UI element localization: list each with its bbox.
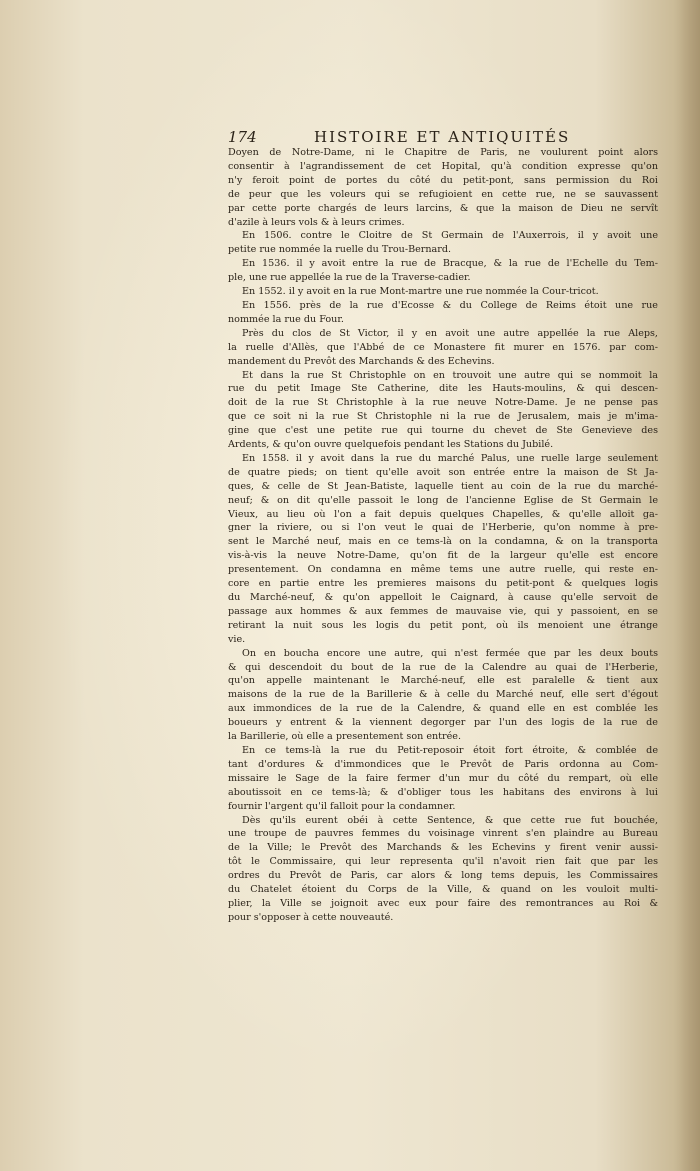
text-line: pour s'opposer à cette nouveauté. xyxy=(228,911,394,923)
text-line: rue du petit Image Ste Catherine, dite les Hauts-moulins, & qui descen- xyxy=(228,383,658,395)
text-line: En 1506. contre le Cloitre de St Germain de l'Auxerrois, il y avoit une xyxy=(242,230,658,242)
text-line: Vieux, au lieu où l'on a fait depuis quelques Chapelles, & qu'elle alloit ga- xyxy=(228,508,658,520)
text-line: presentement. On condamna en même tems une autre ruelle, qui reste en- xyxy=(228,564,658,576)
running-title: HISTOIRE ET ANTIQUITÉS xyxy=(314,128,571,146)
text-line: Près du clos de St Victor, il y en avoit une autre appellée la rue Aleps, xyxy=(242,327,658,339)
text-line: sent le Marché neuf, mais en ce tems-là on la condamna, & on la transporta xyxy=(228,536,658,548)
text-line: En 1552. il y avoit en la rue Mont-martre une rue nommée la Cour-tricot. xyxy=(242,286,599,298)
text-line: Et dans la rue St Christophle on en trouvoit une autre qui se nommoit la xyxy=(242,369,658,381)
text-line: mandement du Prevôt des Marchands & des Echevins. xyxy=(228,355,495,367)
text-line: passage aux hommes & aux femmes de mauvaise vie, qui y passoient, en se xyxy=(228,605,658,617)
text-line: maisons de la rue de la Barillerie & à celle du Marché neuf, elle sert d'égout xyxy=(228,689,658,701)
text-line: Dès qu'ils eurent obéi à cette Sentence, & que cette rue fut bouchée, xyxy=(242,814,658,826)
text-line: tant d'ordures & d'immondices que le Prevôt de Paris ordonna au Com- xyxy=(228,758,658,770)
text-line: & qui descendoit du bout de la rue de la Calendre au quai de l'Herberie, xyxy=(228,661,658,673)
text-line: On en boucha encore une autre, qui n'est fermée que par les deux bouts xyxy=(242,647,658,659)
text-line: boueurs y entrent & la viennent degorger par l'un des logis de la rue de xyxy=(228,717,658,729)
text-line: consentir à l'agrandissement de cet Hopital, qu'à condition expresse qu'on xyxy=(228,160,658,172)
text-line: fournir l'argent qu'il falloit pour la condamner. xyxy=(228,800,456,812)
text-line: nommée la rue du Four. xyxy=(228,313,344,325)
text-line: gner la riviere, ou si l'on veut le quai de l'Herberie, qu'on nomme à pre- xyxy=(228,522,658,534)
text-line: la Barillerie, où elle a presentement son entrée. xyxy=(228,731,462,743)
text-line: En 1558. il y avoit dans la rue du marché Palus, une ruelle large seulement xyxy=(242,452,658,464)
text-line: ques, & celle de St Jean-Batiste, laquelle tient au coin de la rue du marché- xyxy=(228,480,658,492)
text-line: que ce soit ni la rue St Christophle ni la rue de Jerusalem, mais je m'ima- xyxy=(228,411,658,423)
text-line: petite rue nommée la ruelle du Trou-Bernard. xyxy=(228,244,452,256)
text-line: ple, une rue appellée la rue de la Traverse-cadier. xyxy=(228,272,471,284)
text-line: la ruelle d'Allès, que l'Abbé de ce Monastere fit murer en 1576. par com- xyxy=(228,341,658,353)
page-gutter-shadow xyxy=(674,0,700,1171)
text-line: n'y feroit point de portes du côté du petit-pont, sans permission du Roi xyxy=(228,174,658,186)
text-line: ordres du Prevôt de Paris, car alors & long tems depuis, les Commissaires xyxy=(228,870,658,882)
text-line: En 1536. il y avoit entre la rue de Bracque, & la rue de l'Echelle du Tem- xyxy=(242,258,658,270)
text-line: Ardents, & qu'on ouvre quelquefois pendant les Stations du Jubilé. xyxy=(228,439,554,451)
text-line: doit de la rue St Christophle à la rue neuve Notre-Dame. Je ne pense pas xyxy=(228,397,658,409)
text-line: vis-à-vis la neuve Notre-Dame, qu'on fit de la largeur qu'elle est encore xyxy=(228,550,658,562)
text-line: plier, la Ville se joignoit avec eux pour faire des remontrances au Roi & xyxy=(228,897,658,909)
text-line: vie. xyxy=(228,633,246,645)
text-line: de la Ville; le Prevôt des Marchands & les Echevins y firent venir aussi- xyxy=(228,842,658,854)
text-line: aboutissoit en ce tems-là; & d'obliger tous les habitans des environs à lui xyxy=(228,786,658,798)
text-line: une troupe de pauvres femmes du voisinage vinrent s'en plaindre au Bureau xyxy=(228,828,658,840)
body-text xyxy=(228,146,658,925)
text-line: En ce tems-là la rue du Petit-reposoir étoit fort étroite, & comblée de xyxy=(242,744,658,756)
text-line: neuf; & on dit qu'elle passoit le long de l'ancienne Eglise de St Germain le xyxy=(228,494,658,506)
text-line: aux immondices de la rue de la Calendre, & quand elle en est comblée les xyxy=(228,703,658,715)
text-line: qu'on appelle maintenant le Marché-neuf, elle est paralelle & tient aux xyxy=(228,675,658,687)
text-line: core en partie entre les premieres maisons du petit-pont & quelques logis xyxy=(228,578,658,590)
text-line: de peur que les voleurs qui se refugioient en cette rue, ne se sauvassent xyxy=(228,188,658,200)
text-line: du Chatelet étoient du Corps de la Ville, & quand on les vouloit multi- xyxy=(228,884,658,896)
text-line: tôt le Commissaire, qui leur representa qu'il n'avoit rien fait que par les xyxy=(228,856,658,868)
text-line: par cette porte chargés de leurs larcins, & que la maison de Dieu ne servît xyxy=(228,202,658,214)
text-line: de quatre pieds; on tient qu'elle avoit son entrée entre la maison de St Ja- xyxy=(228,466,658,478)
text-line: missaire le Sage de la faire fermer d'un mur du côté du rempart, où elle xyxy=(228,772,658,784)
page-number: 174 xyxy=(228,128,257,146)
text-line: Doyen de Notre-Dame, ni le Chapitre de Paris, ne voulurent point alors xyxy=(228,147,658,158)
text-line: retirant la nuit sous les logis du petit pont, où ils menoient une étrange xyxy=(228,619,658,631)
text-line: En 1556. près de la rue d'Ecosse & du College de Reims étoit une rue xyxy=(242,299,658,311)
text-line: du Marché-neuf, & qu'on appelloit le Caignard, à cause qu'elle servoit de xyxy=(228,592,658,603)
text-line: gine que c'est une petite rue qui tourne du chevet de Ste Genevieve des xyxy=(228,425,658,437)
text-line: d'azile à leurs vols & à leurs crimes. xyxy=(228,216,405,228)
